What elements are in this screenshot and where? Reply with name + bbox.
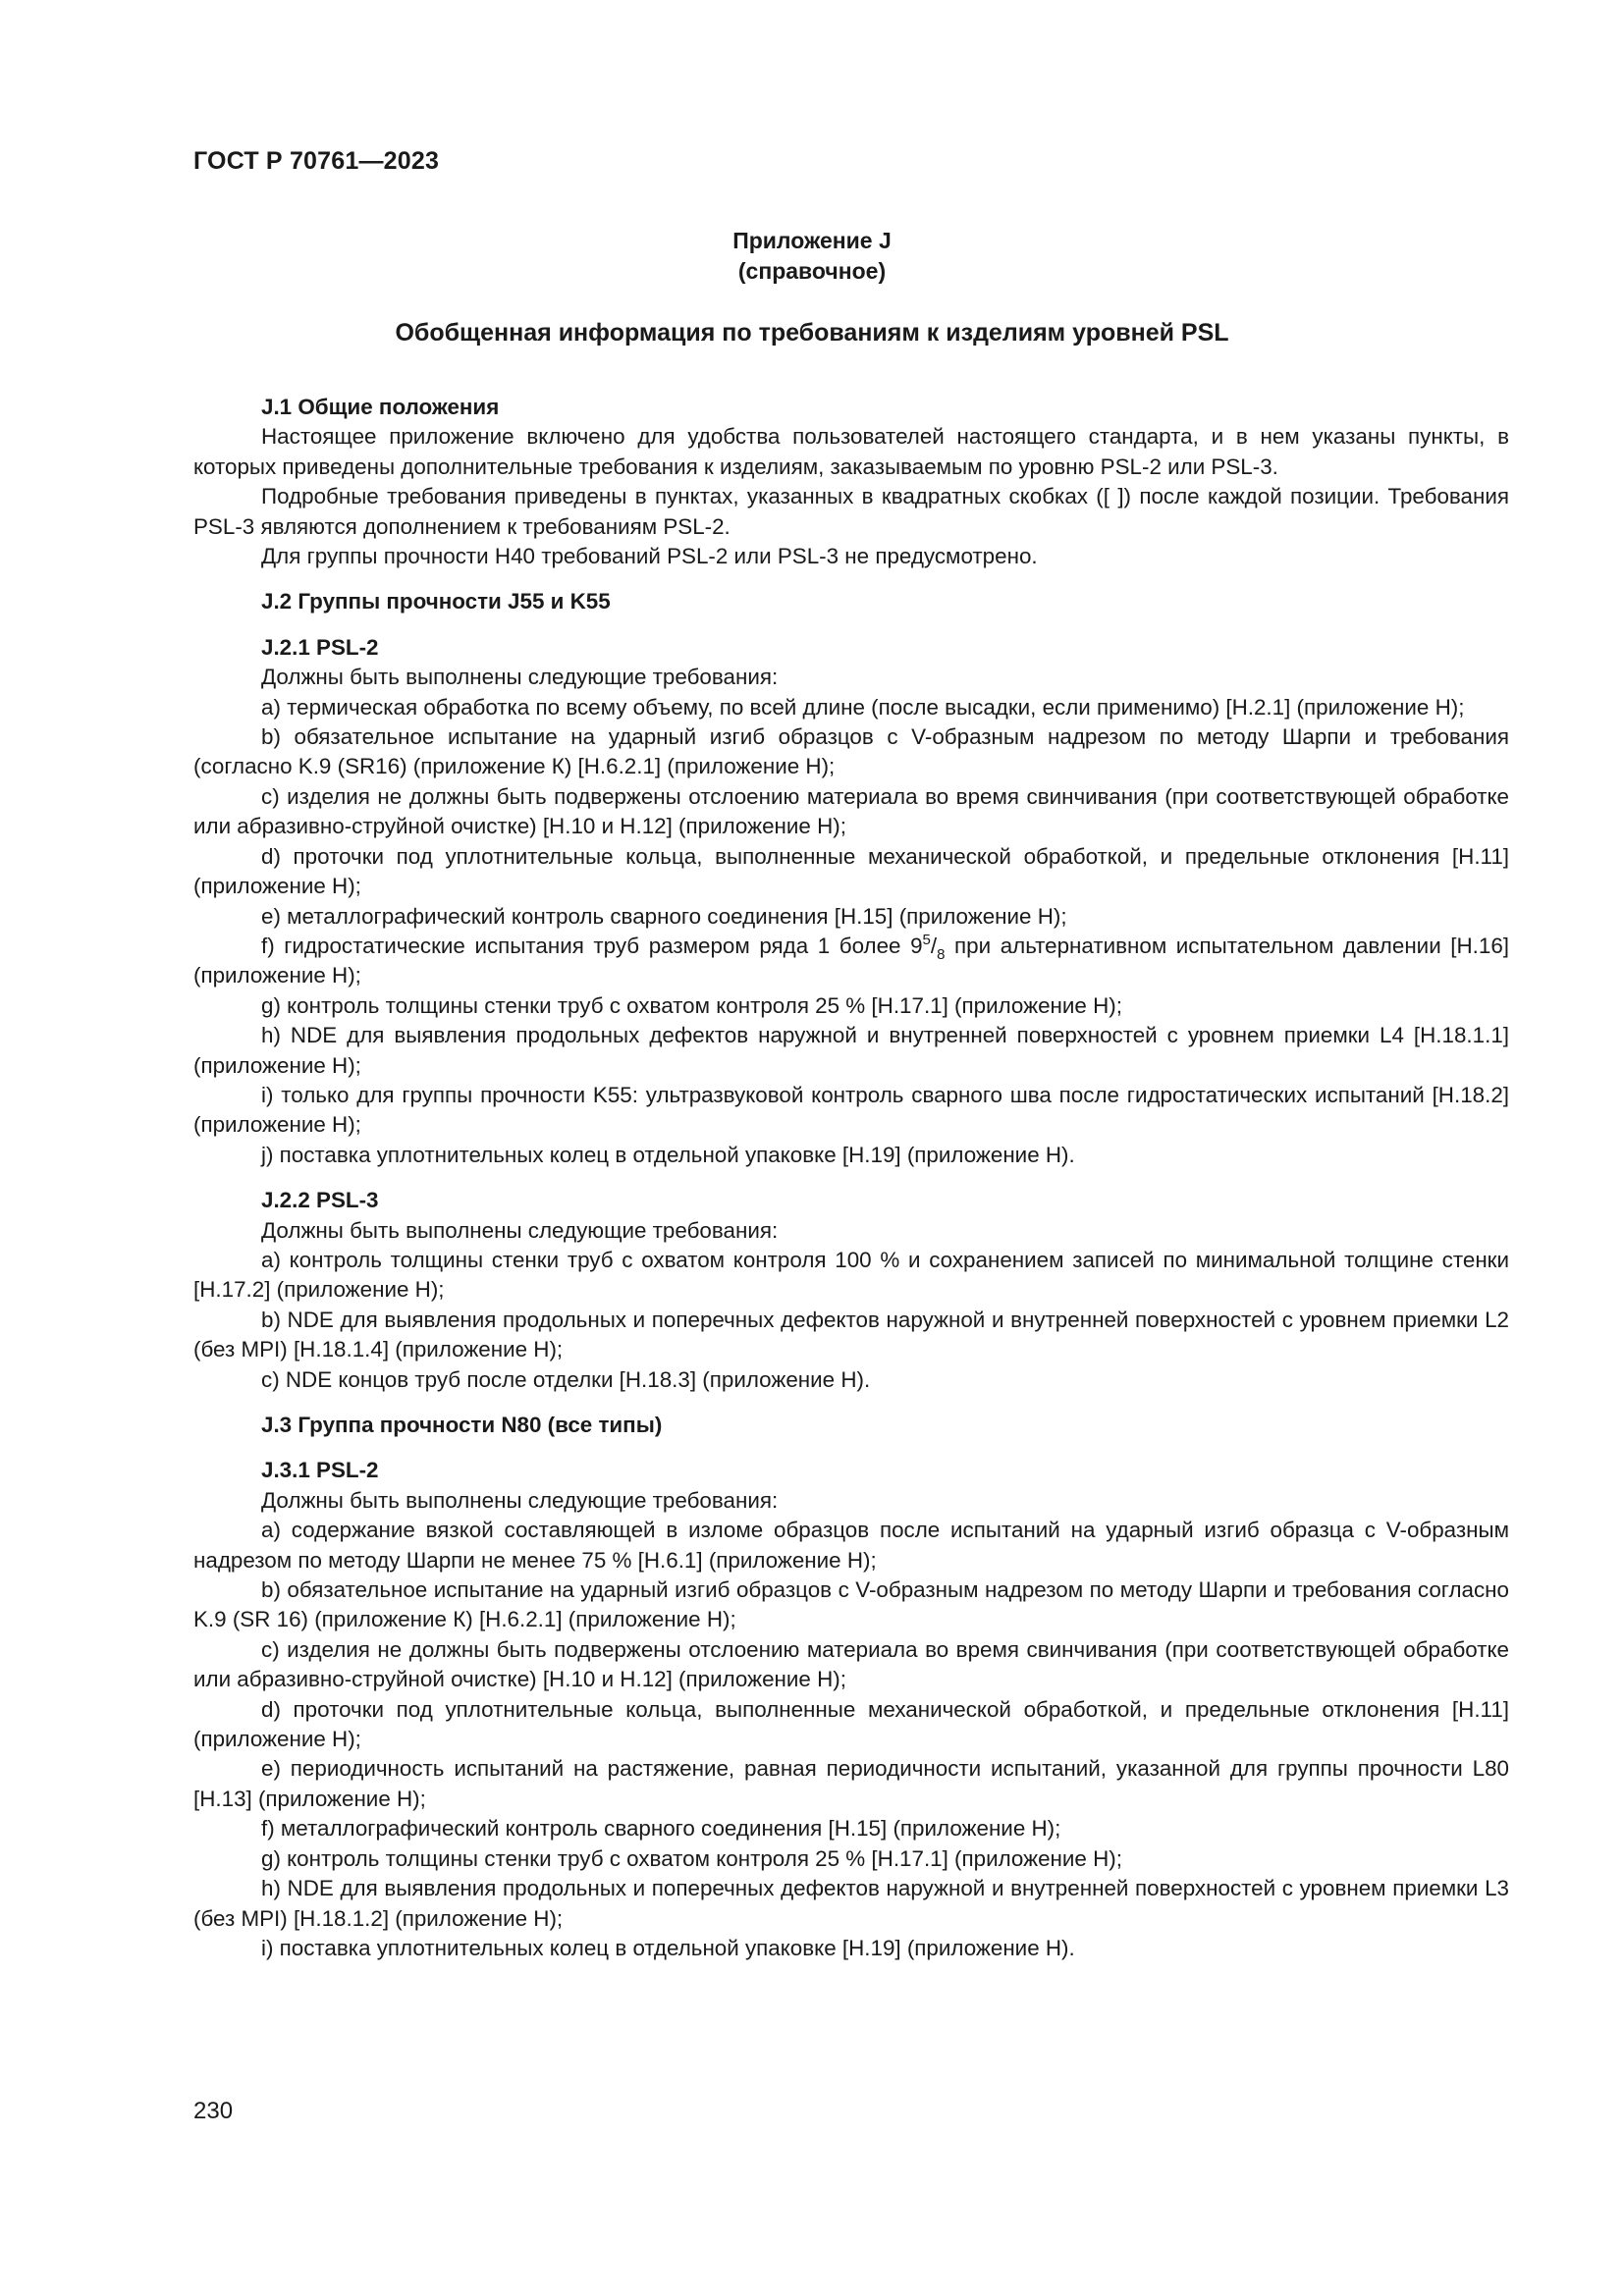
body-text <box>193 393 1509 1963</box>
subsection-heading-j22: J.2.2 PSL-3 <box>261 1188 379 1213</box>
list-item: i) только для группы прочности K55: ультразвуковой контроль сварного шва после гидростатических испытаний [H.18.2] (приложение H); <box>193 1082 1509 1138</box>
list-item: g) контроль толщины стенки труб с охватом контроля 25 % [H.17.1] (приложение H); <box>261 1845 1122 1871</box>
list-item: h) NDE для выявления продольных дефектов наружной и внутренней поверхностей с уровнем приемки L4 [H.18.1.1] (приложение H); <box>193 1023 1509 1078</box>
subsection-heading-j31: J.3.1 PSL-2 <box>261 1458 379 1483</box>
list-item: e) периодичность испытаний на растяжение, равная периодичности испытаний, указанной для группы прочности L80 [H.13] (приложение H); <box>193 1756 1509 1811</box>
list-item: h) NDE для выявления продольных и поперечных дефектов наружной и внутренней поверхностей с уровнем приемки L3 (без MPI) [H.18.1.2] (приложение H); <box>193 1876 1509 1931</box>
list-item: b) обязательное испытание на ударный изгиб образцов с V-образным надрезом по методу Шарпи и требования (согласно K.9 (SR16) (приложение К) [H.6.2.1] (приложение H); <box>193 724 1509 779</box>
list-item: d) проточки под уплотнительные кольца, выполненные механической обработкой, и предельные отклонения [H.11] (приложение H); <box>193 843 1509 899</box>
list-item: c) NDE концов труб после отделки [H.18.3] (приложение H). <box>261 1366 871 1392</box>
fraction-denominator: 8 <box>937 945 946 963</box>
subsection-heading-j21: J.2.1 PSL-2 <box>261 634 379 660</box>
annex-title: Приложение J <box>732 228 892 253</box>
paragraph: Настоящее приложение включено для удобства пользователей настоящего стандарта, и в нем указаны пункты, в которых приведены дополнительные требования к изделиям, заказываемым по уровню PSL-2 или PSL-3. <box>193 424 1509 479</box>
list-item <box>193 932 1509 991</box>
standard-header: ГОСТ Р 70761—2023 <box>193 147 440 175</box>
list-item: b) обязательное испытание на ударный изгиб образцов с V-образным надрезом по методу Шарпи и требования согласно K.9 (SR 16) (приложение К) [H.6.2.1] (приложение H); <box>193 1577 1509 1632</box>
list-item: a) контроль толщины стенки труб с охватом контроля 100 % и сохранением записей по минимальной толщине стенки [H.17.2] (приложение H); <box>193 1247 1509 1303</box>
list-intro: Должны быть выполнены следующие требования: <box>261 1217 779 1243</box>
list-item: b) NDE для выявления продольных и поперечных дефектов наружной и внутренней поверхностей с уровнем приемки L2 (без MPI) [H.18.1.4] (приложение H); <box>193 1307 1509 1362</box>
list-item: d) проточки под уплотнительные кольца, выполненные механической обработкой, и предельные отклонения [H.11] (приложение H); <box>193 1696 1509 1752</box>
annex-status: (справочное) <box>737 258 887 284</box>
list-item-text: при альтернативном испытательном давлении [H.16] (приложение H); <box>193 933 1510 988</box>
list-intro: Должны быть выполнены следующие требования: <box>261 665 779 690</box>
page-number: 230 <box>193 2098 234 2124</box>
paragraph: Для группы прочности H40 требований PSL-2 или PSL-3 не предусмотрено. <box>261 544 1038 569</box>
document-title: Обобщенная информация по требованиям к изделиям уровней PSL <box>395 319 1229 347</box>
list-item: f) металлографический контроль сварного соединения [H.15] (приложение H); <box>261 1816 1061 1842</box>
fraction-slash: / <box>930 933 938 958</box>
section-heading-j3: J.3 Группа прочности N80 (все типы) <box>261 1413 663 1437</box>
section-heading-j1: J.1 Общие положения <box>261 395 500 419</box>
list-item: j) поставка уплотнительных колец в отдельной упаковке [H.19] (приложение H). <box>261 1142 1075 1167</box>
list-intro: Должны быть выполнены следующие требования: <box>261 1487 779 1513</box>
section-heading-j2: J.2 Группы прочности J55 и K55 <box>261 589 611 614</box>
list-item: i) поставка уплотнительных колец в отдельной упаковке [H.19] (приложение H). <box>261 1935 1075 1960</box>
list-item: e) металлографический контроль сварного соединения [H.15] (приложение H); <box>261 903 1067 929</box>
list-item-text: f) гидростатические испытания труб размером ряда 1 более 9 <box>261 933 923 958</box>
list-item: c) изделия не должны быть подвержены отслоению материала во время свинчивания (при соответствующей обработке или абразивно-струйной очистке) [H.10 и H.12] (приложение H); <box>193 1636 1509 1692</box>
fraction-numerator: 5 <box>922 931 931 948</box>
paragraph: Подробные требования приведены в пунктах, указанных в квадратных скобках ([ ]) после каждой позиции. Требования PSL-3 являются дополнением к требованиям PSL-2. <box>193 484 1509 539</box>
list-item: c) изделия не должны быть подвержены отслоению материала во время свинчивания (при соответствующей обработке или абразивно-струйной очистке) [H.10 и H.12] (приложение H); <box>193 783 1509 839</box>
list-item: g) контроль толщины стенки труб с охватом контроля 25 % [H.17.1] (приложение H); <box>261 992 1122 1018</box>
list-item: a) термическая обработка по всему объему, по всей длине (после высадки, если применимо) [H.2.1] (приложение H); <box>261 694 1465 720</box>
list-item: a) содержание вязкой составляющей в изломе образцов после испытаний на ударный изгиб образца с V-образным надрезом по методу Шарпи не менее 75 % [H.6.1] (приложение H); <box>193 1518 1509 1573</box>
